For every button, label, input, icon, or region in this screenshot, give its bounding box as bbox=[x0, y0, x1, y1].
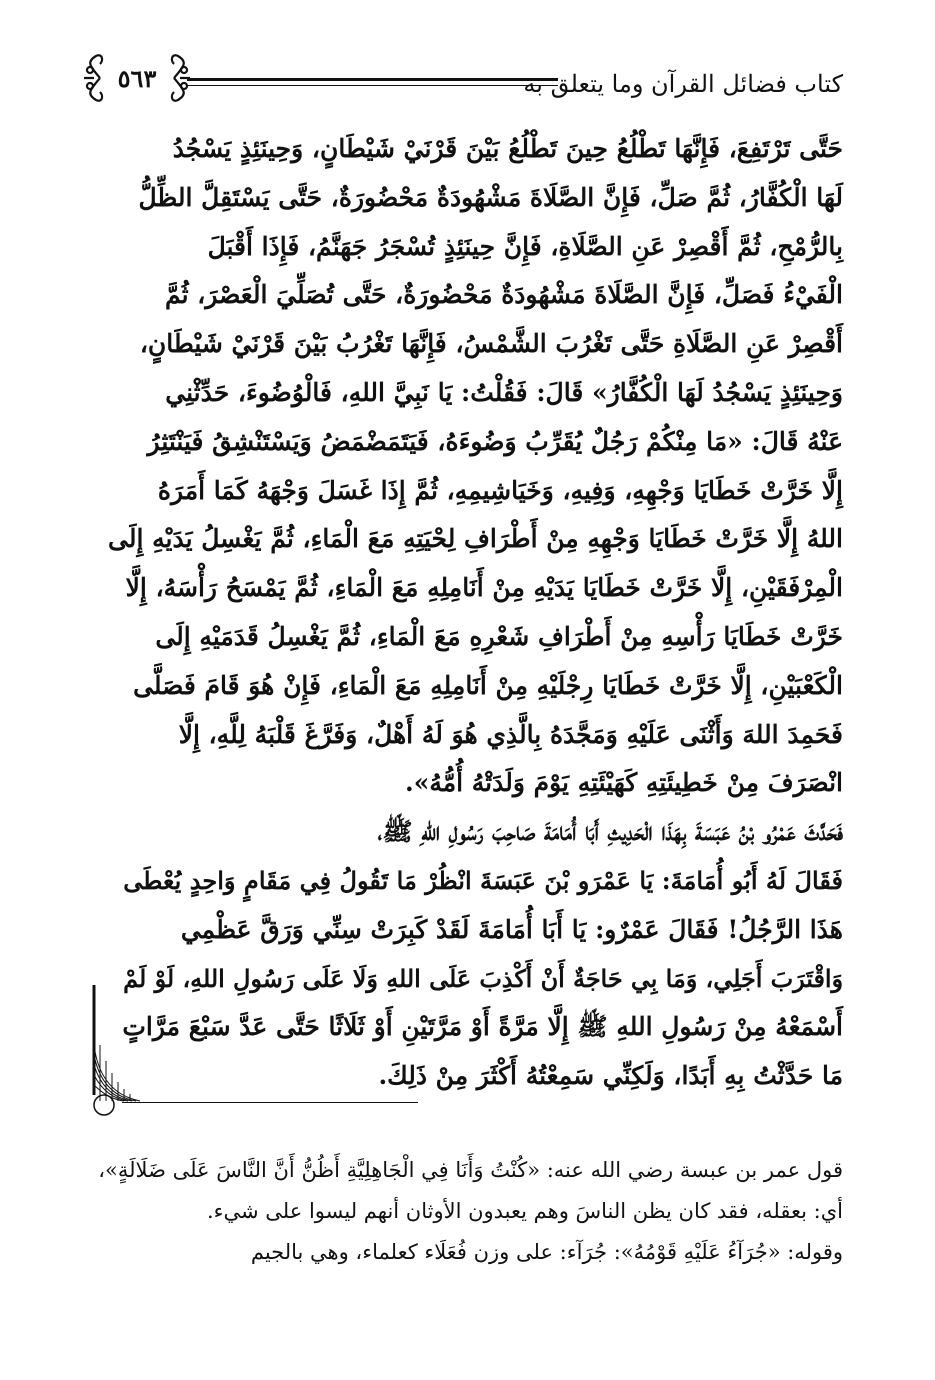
page-number: ٥٦٣ bbox=[117, 64, 157, 93]
hadith-text-block bbox=[108, 125, 843, 1101]
text-line: بِالرُّمْحِ، ثُمَّ أَقْصِرْ عَنِ الصَّلَاةِ، فَإِنَّ حِينَئِذٍ تُسْجَرُ جَهَنَّمُ، فَإِذَا أَقْبَلَ bbox=[207, 231, 843, 261]
header-rule-thin bbox=[187, 85, 558, 86]
text-line: أَقْصِرْ عَنِ الصَّلَاةِ حَتَّى تَغْرُبَ الشَّمْسُ، فَإِنَّهَا تَغْرُبُ بَيْنَ قَرْنَيْ شَيْطَانٍ، bbox=[139, 329, 843, 359]
text-line: الْفَيْءُ فَصَلِّ، فَإِنَّ الصَّلَاةَ مَشْهُودَةٌ مَحْضُورَةٌ، حَتَّى تُصَلِّيَ الْعَصْرَ، ثُمَّ bbox=[164, 280, 843, 310]
text-line: فَحَمِدَ اللهَ وَأَثْنَى عَلَيْهِ وَمَجَّدَهُ بِالَّذِي هُوَ لَهُ أَهْلٌ، وَفَرَّغَ قَلْبَهُ لِلَّهِ، إِلَّا bbox=[178, 719, 843, 749]
book-title: كتاب فضائل القرآن وما يتعلق به bbox=[523, 70, 843, 98]
text-line: أَسْمَعْهُ مِنْ رَسُولِ اللهِ ﷺ إِلَّا مَرَّةً أَوْ مَرَّتَيْنِ أَوْ ثَلَاثًا حَتَّى عَدَّ سَبْعَ مَرَّاتٍ bbox=[122, 1012, 843, 1042]
text-line: مَا حَدَّثْتُ بِهِ أَبَدًا، وَلَكِنِّي سَمِعْتُهُ أَكْثَرَ مِنْ ذَلِكَ. bbox=[378, 1061, 843, 1091]
text-line: الْمِرْفَقَيْنِ، إِلَّا خَرَّتْ خَطَايَا يَدَيْهِ مِنْ أَنَامِلِهِ مَعَ الْمَاءِ، ثُمَّ يَمْسَحُ رَأْسَهُ، إِلَّا bbox=[125, 573, 843, 603]
commentary-line: وقوله: «جُرَآءُ عَلَيْهِ قَوْمُهُ»: جُرَآء: على وزن فُعَلَاء كعلماء، وهي بالجيم bbox=[250, 1240, 843, 1264]
text-line: إِلَّا خَرَّتْ خَطَايَا وَجْهِهِ، وَفِيهِ، وَخَيَاشِيمِهِ، ثُمَّ إِذَا غَسَلَ وَجْهَهُ كَمَا أَمَرَهُ bbox=[157, 475, 843, 505]
text-line: خَرَّتْ خَطَايَا رَأْسِهِ مِنْ أَطْرَافِ شَعْرِهِ مَعَ الْمَاءِ، ثُمَّ يَغْسِلُ قَدَمَيْهِ إِلَى bbox=[155, 621, 843, 651]
page-number-frame bbox=[82, 48, 192, 108]
text-line: حَتَّى تَرْتَفِعَ، فَإِنَّهَا تَطْلُعُ حِينَ تَطْلُعُ بَيْنَ قَرْنَيْ شَيْطَانٍ، وَحِينَئِذٍ يَسْجُدُ bbox=[172, 134, 843, 163]
commentary-block bbox=[98, 1150, 843, 1273]
text-line: هَذَا الرَّجُلُ! فَقَالَ عَمْرٌو: يَا أَبَا أُمَامَةَ لَقَدْ كَبِرَتْ سِنِّي وَرَقَّ عَظْمِي bbox=[180, 914, 843, 944]
text-line: وَحِينَئِذٍ يَسْجُدُ لَهَا الْكُفَّارُ» قَالَ: فَقُلْتُ: يَا نَبِيَّ اللهِ، فَالْوُضُوءَ، حَدِّثْنِي bbox=[165, 377, 843, 407]
corner-ornament-icon bbox=[90, 985, 152, 1117]
text-line: الْكَعْبَيْنِ، إِلَّا خَرَّتْ خَطَايَا رِجْلَيْهِ مِنْ أَنَامِلِهِ مَعَ الْمَاءِ، فَإِنْ هُوَ قَامَ فَصَلَّى bbox=[133, 670, 843, 700]
text-line: وَاقْتَرَبَ أَجَلِي، وَمَا بِي حَاجَةٌ أَنْ أَكْذِبَ عَلَى اللهِ وَلَا عَلَى رَسُولِ اللهِ، لَوْ لَمْ bbox=[123, 964, 843, 993]
footnote-separator bbox=[122, 1102, 418, 1103]
text-line: فَقَالَ لَهُ أَبُو أُمَامَةَ: يَا عَمْرَو بْنَ عَبَسَةَ انْظُرْ مَا تَقُولُ فِي مَقَامٍ وَاحِدٍ يُعْطَى bbox=[123, 865, 843, 895]
text-line: اللهُ إِلَّا خَرَّتْ خَطَايَا وَجْهِهِ مِنْ أَطْرَافِ لِحْيَتِهِ مَعَ الْمَاءِ، ثُمَّ يَغْسِلُ يَدَيْهِ إِلَى bbox=[108, 524, 843, 554]
header-rule-thick bbox=[187, 78, 558, 81]
commentary-line: أي: بعقله، فقد كان يظن الناسَ وهم يعبدون الأوثان أنهم ليسوا على شيء. bbox=[206, 1199, 843, 1223]
running-header bbox=[82, 48, 843, 108]
commentary-line: قول عمر بن عبسة رضي الله عنه: «كُنْتُ وَأَنَا فِي الْجَاهِلِيَّةِ أَظُنُّ أَنَّ النَّاسَ عَلَى ضَلَالَةٍ»، bbox=[98, 1158, 843, 1182]
text-line: انْصَرَفَ مِنْ خَطِيئَتِهِ كَهَيْئَتِهِ يَوْمَ وَلَدَتْهُ أُمُّهُ». bbox=[405, 768, 843, 798]
text-line: فَحَدَّثَ عَمْرُو بْنُ عَبَسَةَ بِهَذَا الْحَدِيثِ أَبَا أُمَامَةَ صَاحِبَ رَسُولِ اللهِ ﷺ، bbox=[377, 817, 843, 847]
text-line: عَنْهُ قَالَ: «مَا مِنْكُمْ رَجُلٌ يُقَرِّبُ وَضُوءَهُ، فَيَتَمَضْمَضُ وَيَسْتَنْشِقُ فَيَنْتَثِرُ bbox=[147, 426, 843, 456]
text-line: لَهَا الْكُفَّارُ، ثُمَّ صَلِّ، فَإِنَّ الصَّلَاةَ مَشْهُودَةٌ مَحْضُورَةٌ، حَتَّى يَسْتَقِلَّ الظِّلُّ bbox=[138, 182, 843, 212]
